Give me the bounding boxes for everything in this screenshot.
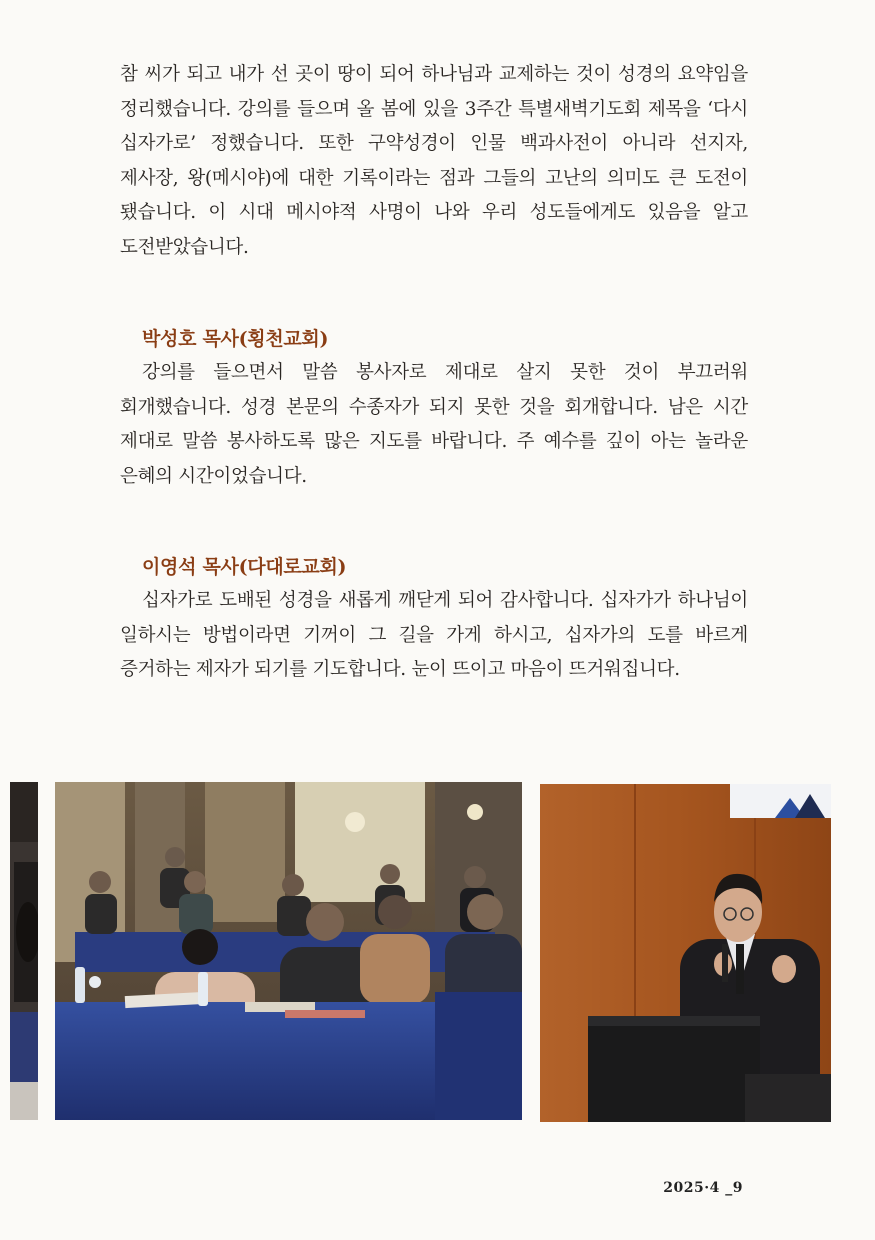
intro-paragraph-block xyxy=(120,58,748,265)
left-edge-photo xyxy=(10,782,38,1120)
intro-paragraph: 참 씨가 되고 내가 선 곳이 땅이 되어 하나님과 교제하는 것이 성경의 요약임을 정리했습니다. 강의를 들으며 올 봄에 있을 3주간 특별새벽기도회 제목을 ‘다시 십자가로’ 정했습니다. 또한 구약성경이 인물 백과사전이 아니라 선지자, 제사장, 왕(메시야)에 대한 기록이라는 점과 그들의 고난의 의미도 큰 도전이 됐습니다. 이 시대 메시야적 사명이 나와 우리 성도들에게도 있음을 알고 도전받았습니다. xyxy=(120,64,748,258)
testimony-block-2 xyxy=(120,552,748,688)
page-folio: 2025·4 _9 xyxy=(663,1180,743,1196)
testimony-block-1 xyxy=(120,324,748,494)
speaker-photo xyxy=(540,784,831,1122)
testimony-body: 강의를 들으면서 말씀 봉사자로 제대로 살지 못한 것이 부끄러워 회개했습니다. 성경 본문의 수종자가 되지 못한 것을 회개합니다. 남은 시간 제대로 말씀 봉사하도록 많은 지도를 바랍니다. 주 예수를 깊이 아는 놀라운 은혜의 시간이었습니다. xyxy=(120,362,748,487)
testimony-name-heading: 이영석 목사(다대로교회) xyxy=(142,556,347,578)
seminar-audience-photo xyxy=(55,782,522,1120)
testimony-name-heading: 박성호 목사(횡천교회) xyxy=(142,328,329,350)
testimony-body: 십자가로 도배된 성경을 새롭게 깨닫게 되어 감사합니다. 십자가가 하나님이 일하시는 방법이라면 기꺼이 그 길을 가게 하시고, 십자가의 도를 바르게 증거하는 제자가 되기를 기도합니다. 눈이 뜨이고 마음이 뜨거워집니다. xyxy=(120,590,748,680)
